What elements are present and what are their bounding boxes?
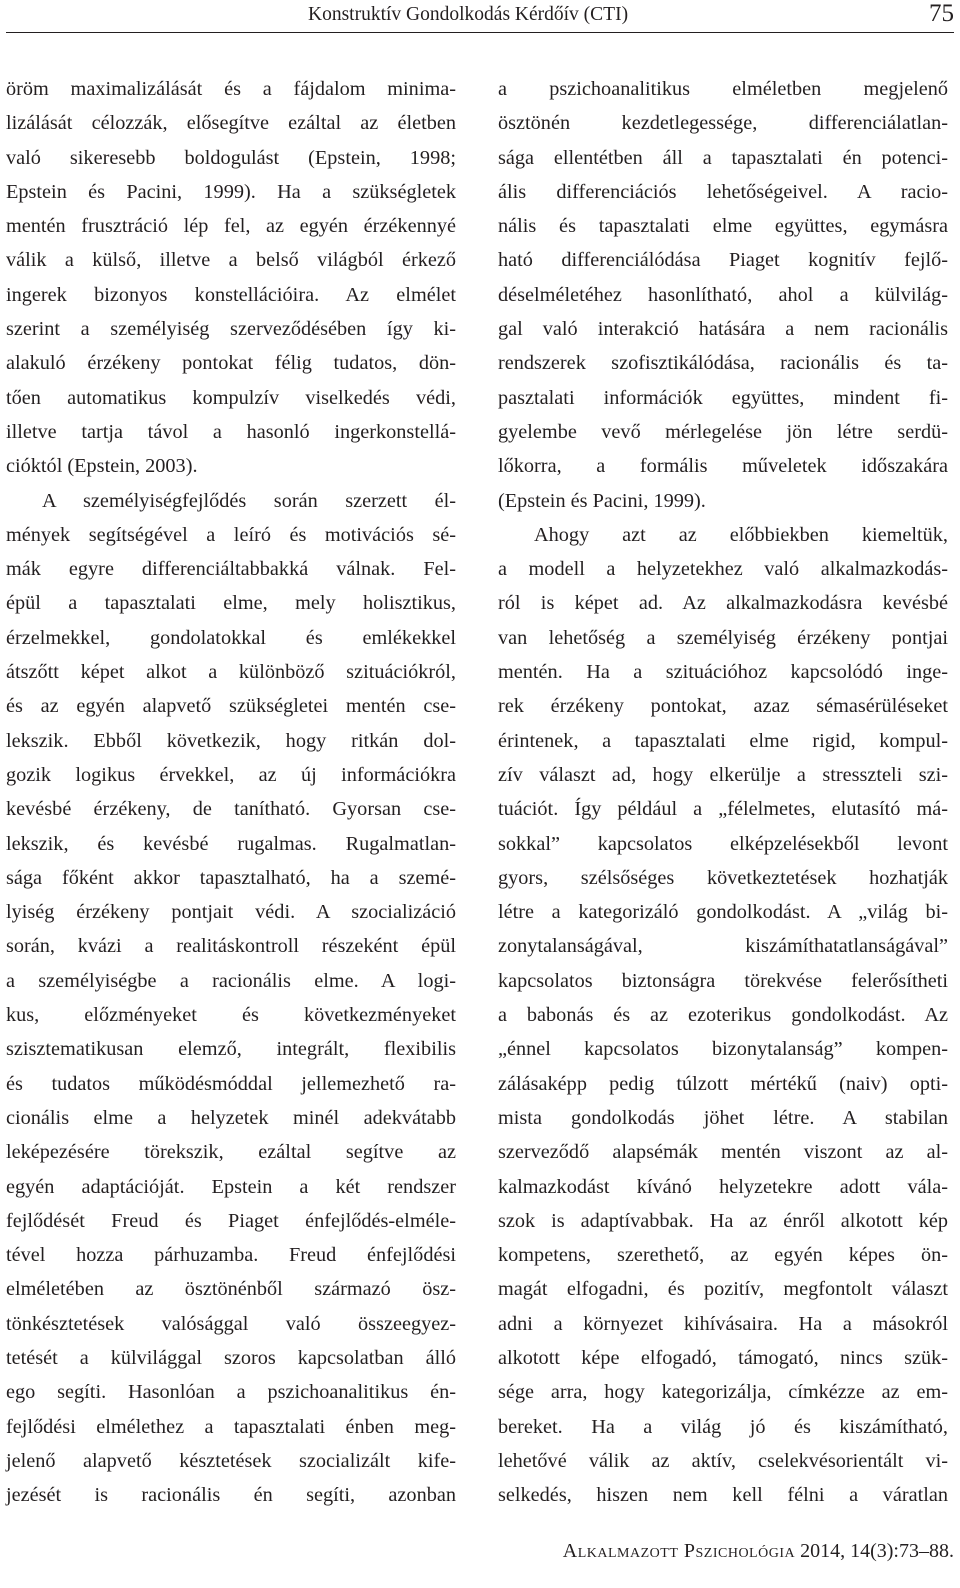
text-line: tetését a külvilággal szoros kapcsolatban álló	[6, 1346, 456, 1369]
text-line: rek érzékeny pontokat, azaz sémasérüléseket	[498, 695, 948, 718]
text-line: jezését is racionális én segíti, azonban	[6, 1484, 456, 1507]
text-line: mények segítségével a leíró és motivációs sé-	[6, 523, 456, 546]
text-line: épül a tapasztalati elme, mely holisztikus,	[6, 592, 456, 615]
text-line: jelenő alapvető késztetések szocializált kife-	[6, 1449, 456, 1472]
text-line: sége arra, hogy kategorizálja, címkézze az em-	[498, 1381, 948, 1404]
text-line: elméletében az ösztönénből származó ösz-	[6, 1278, 456, 1301]
text-line: érzelmekkel, gondolatokkal és emlékekkel	[6, 626, 456, 649]
text-line: cióktól (Epstein, 2003).	[6, 455, 198, 478]
running-header	[0, 0, 960, 34]
text-line: gyelembe vevő mérlegelése jön létre serdü-	[498, 420, 948, 443]
text-line: tönkésztetések valósággal való összeegyez-	[6, 1312, 456, 1335]
text-line: bereket. Ha a világ jó és kiszámítható,	[498, 1415, 948, 1438]
text-line: gozik logikus érvekkel, az új információkra	[6, 763, 456, 786]
text-line: válik a külső, illetve a belső világból érkező	[6, 249, 456, 272]
text-line: sága ellentétben áll a tapasztalati én potenci-	[498, 146, 948, 169]
text-line: rendszerek szofisztikálódása, racionális és ta-	[498, 352, 948, 375]
text-line: szok is adaptívabbak. Ha az énről alkotott kép	[498, 1209, 948, 1232]
text-line: mentén frusztráció lép fel, az egyén érzékennyé	[6, 215, 456, 238]
text-line: zív választ ad, hogy elkerülje a stresszteli szi-	[498, 763, 948, 786]
text-line: lekszik, és kevésbé rugalmas. Rugalmatlan-	[6, 832, 456, 855]
text-line: adni a környezet kihívásaira. Ha a másokról	[498, 1312, 948, 1335]
text-line: a babonás és az ezoterikus gondolkodást. Az	[498, 1004, 948, 1027]
text-line: szisztematikusan elemző, integrált, flexibilis	[6, 1038, 456, 1061]
text-line: ingerek bizonyos konstellációira. Az elmélet	[6, 283, 456, 306]
text-line: mentén. Ha a szituációhoz kapcsolódó inge-	[498, 661, 948, 684]
text-line: ról is képet ad. Az alkalmazkodásra kevésbé	[498, 592, 948, 615]
text-line: átszőtt képet alkot a különböző szituációkról,	[6, 661, 456, 684]
text-line: cionális elme a helyzetek minél adekvátabb	[6, 1106, 456, 1129]
paragraph-start-line: A személyiségfejlődés során szerzett él-	[42, 489, 456, 512]
text-line: zálásaképp pedig túlzott mértékű (naiv) opti-	[498, 1072, 948, 1095]
text-line: kus, előzményeket és következményeket	[6, 1004, 456, 1027]
journal-citation: 2014, 14(3):73–88.	[795, 1540, 954, 1562]
text-line: ális differenciációs lehetőségeivel. A racio-	[498, 180, 948, 203]
text-line: öröm maximalizálását és a fájdalom minima-	[6, 78, 456, 100]
text-line: szerveződő alapsémák mentén viszont az al-	[498, 1141, 948, 1164]
text-line: kevésbé érzékeny, de tanítható. Gyorsan cse-	[6, 798, 456, 821]
right-column	[498, 72, 948, 1512]
left-column	[6, 72, 456, 1512]
text-line: (Epstein és Pacini, 1999).	[498, 489, 706, 512]
text-line: sokkal” kapcsolatos elképzelésekből levont	[498, 832, 948, 855]
text-line: ego segíti. Hasonlóan a pszichoanalitikus én-	[6, 1381, 456, 1404]
text-line: nális és tapasztalati elme együttes, egymásra	[498, 215, 948, 238]
text-line: mista gondolkodás jöhet létre. A stabilan	[498, 1106, 948, 1129]
text-line: és tudatos működésmóddal jellemezhető ra-	[6, 1072, 456, 1095]
text-line: „énnel kapcsolatos bizonytalanság” kompen-	[498, 1038, 948, 1061]
text-line: van lehetőség a személyiség érzékeny pontjai	[498, 626, 948, 649]
text-line: a pszichoanalitikus elméletben megjelenő	[498, 78, 948, 100]
text-line: déselméletéhez hasonlítható, ahol a külvilág-	[498, 283, 948, 306]
text-line: kompetens, szerethető, az egyén képes ön-	[498, 1244, 948, 1267]
text-line: illetve tartja távol a hasonló ingerkonstellá-	[6, 420, 456, 443]
header-title: Konstruktív Gondolkodás Kérdőív (CTI)	[308, 4, 629, 25]
text-line: Epstein és Pacini, 1999). Ha a szükségletek	[6, 180, 456, 203]
text-line: alakuló érzékeny pontokat félig tudatos, dön-	[6, 352, 456, 375]
paragraph-start-line: Ahogy azt az előbbiekben kiemeltük,	[534, 523, 948, 546]
text-line: egyén adaptációját. Epstein a két rendszer	[6, 1175, 456, 1198]
text-line: lőkorra, a formális műveletek időszakára	[498, 455, 948, 478]
text-line: pasztalati információk együttes, mindent fi-	[498, 386, 948, 409]
text-line: lizálását célozzák, elősegítve ezáltal az életben	[6, 112, 456, 135]
text-line: leképezésére törekszik, ezáltal segítve az	[6, 1141, 456, 1164]
page-number: 75	[929, 0, 954, 27]
text-line: tével hozza párhuzamba. Freud énfejlődési	[6, 1244, 456, 1267]
text-line: tően automatikus kompulzív viselkedés védi,	[6, 386, 456, 409]
text-line: sága főként akkor tapasztalható, ha a szemé-	[6, 866, 456, 889]
text-line: selkedés, hiszen nem kell félni a váratlan	[498, 1484, 948, 1507]
text-line: lehetővé válik az aktív, cselekvésorientált vi-	[498, 1449, 948, 1472]
text-line: magát elfogadni, és pozitív, megfontolt választ	[498, 1278, 948, 1301]
text-line: során, kvázi a realitáskontroll részeként épül	[6, 935, 456, 958]
text-line: zonytalanságával, kiszámíthatatlanságával”	[498, 935, 948, 958]
header-rule	[6, 32, 954, 33]
text-line: fejlődését Freud és Piaget énfejlődés-elméle-	[6, 1209, 456, 1232]
text-line: kalmazkodást kívánó helyzetekre adott vála-	[498, 1175, 948, 1198]
text-line: gal való interakció hatására a nem racionális	[498, 318, 948, 341]
text-line: tuációt. Így például a „félelmetes, elutasító má-	[498, 798, 948, 821]
journal-name: Alkalmazott Pszichológia	[562, 1540, 796, 1562]
text-line: lyiség érzékeny pontjait védi. A szocializáció	[6, 901, 456, 924]
text-line: szerint a személyiség szerveződésében így ki-	[6, 318, 456, 341]
text-line: alkotott képe elfogadó, támogató, nincs szük-	[498, 1346, 948, 1369]
text-line: létre a kategorizáló gondolkodást. A „világ bi-	[498, 901, 948, 924]
text-line: ösztönén kezdetlegessége, differenciálatlan-	[498, 112, 948, 135]
text-line: kapcsolatos biztonságra törekvése felerősítheti	[498, 969, 948, 992]
text-line: való sikeresebb boldogulást (Epstein, 1998;	[6, 146, 456, 169]
text-line: fejlődési elmélethez a tapasztalati énben meg-	[6, 1415, 456, 1438]
text-line: és az egyén alapvető szükségletei mentén cse-	[6, 695, 456, 718]
journal-footer	[563, 1540, 954, 1563]
text-line: ható differenciálódása Piaget kognitív fejlő-	[498, 249, 948, 272]
text-line: a modell a helyzetekhez való alkalmazkodás-	[498, 558, 948, 581]
text-line: mák egyre differenciáltabbakká válnak. Fel-	[6, 558, 456, 581]
text-line: lekszik. Ebből következik, hogy ritkán dol-	[6, 729, 456, 752]
text-line: érintenek, a tapasztalati elme rigid, kompul-	[498, 729, 948, 752]
text-line: a személyiségbe a racionális elme. A logi-	[6, 969, 456, 992]
text-line: gyors, szélsőséges következtetések hozhatják	[498, 866, 948, 889]
